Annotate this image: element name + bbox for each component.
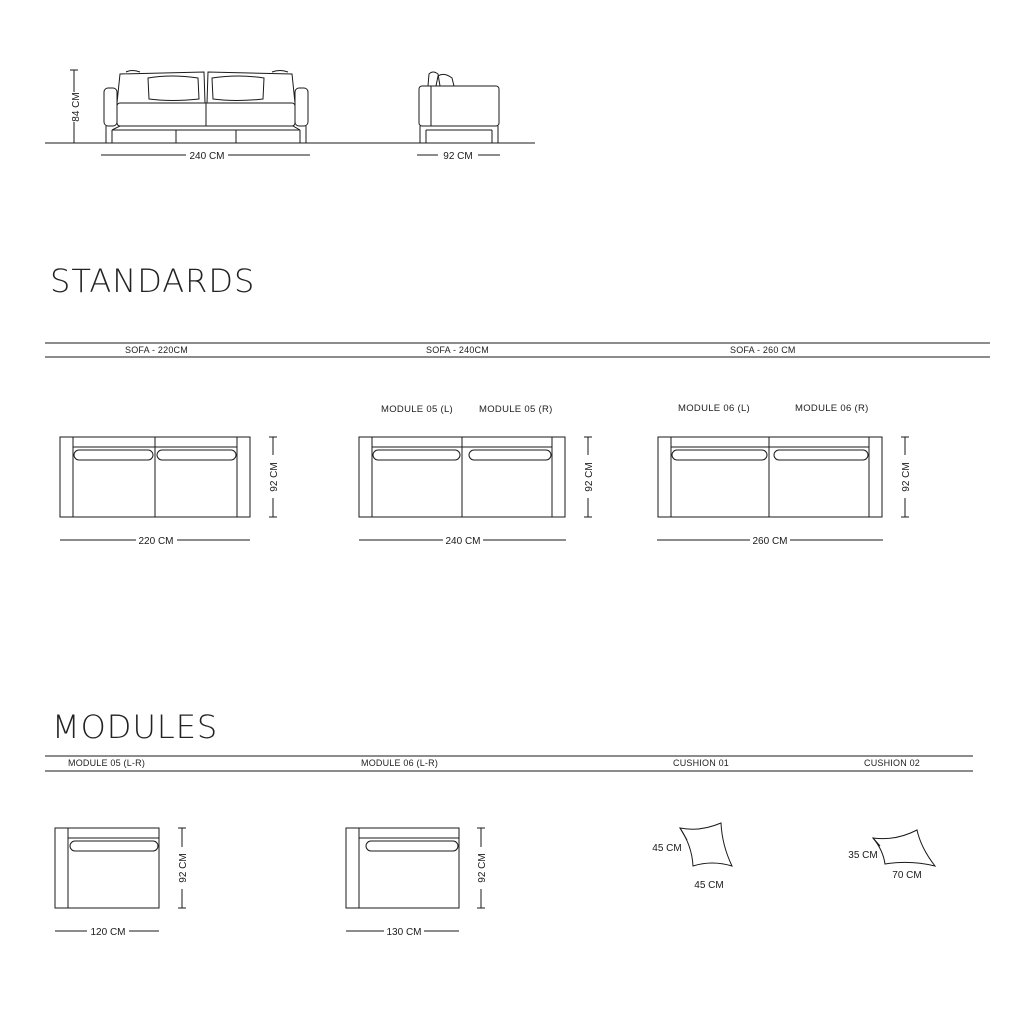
column-header-sofa-220: SOFA - 220CM <box>125 345 188 355</box>
cushion-02-drawing <box>873 830 935 866</box>
height-dimension-label: 84 CM <box>71 92 82 122</box>
column-header-sofa-260: SOFA - 260 CM <box>730 345 796 355</box>
modules-separator <box>45 756 973 771</box>
module-label-05-right: MODULE 05 (R) <box>479 404 553 415</box>
module-label-06-left: MODULE 06 (L) <box>678 403 751 414</box>
standards-separator <box>45 343 990 357</box>
front-elevation-drawing <box>45 71 535 144</box>
sofa-240-depth-label: 92 CM <box>584 462 595 492</box>
column-header-module-06: MODULE 06 (L-R) <box>361 758 439 768</box>
side-elevation-drawing <box>419 72 499 143</box>
sofa-260-plan <box>658 437 882 517</box>
cushion-01-width-label: 45 CM <box>694 880 724 891</box>
module-05-depth-label: 92 CM <box>178 853 189 883</box>
module-06-width-label: 130 CM <box>386 927 422 938</box>
cushion-01-drawing <box>680 823 732 866</box>
column-header-module-05: MODULE 05 (L-R) <box>68 758 146 768</box>
sofa-260-depth-label: 92 CM <box>901 462 912 492</box>
module-label-06-right: MODULE 06 (R) <box>795 403 869 414</box>
column-header-cushion-01: CUSHION 01 <box>673 758 730 768</box>
sofa-220-plan <box>60 437 250 517</box>
sofa-260-width-label: 260 CM <box>752 536 788 547</box>
sofa-240-plan <box>359 437 565 517</box>
module-06-depth-label: 92 CM <box>477 853 488 883</box>
sofa-240-width-label: 240 CM <box>445 536 481 547</box>
front-width-label: 240 CM <box>189 151 225 162</box>
module-05-width-label: 120 CM <box>90 927 126 938</box>
module-06-plan <box>346 828 459 908</box>
side-depth-label: 92 CM <box>443 151 473 162</box>
module-05-plan <box>55 828 159 908</box>
column-header-cushion-02: CUSHION 02 <box>864 758 921 768</box>
cushion-02-width-label: 70 CM <box>892 870 922 881</box>
modules-heading: MODULES <box>52 708 219 746</box>
sofa-220-depth-label: 92 CM <box>269 462 280 492</box>
column-header-sofa-240: SOFA - 240CM <box>426 345 489 355</box>
cushion-02-height-label: 35 CM <box>848 850 878 861</box>
module-label-05-left: MODULE 05 (L) <box>381 404 454 415</box>
standards-heading: STANDARDS <box>50 262 256 300</box>
sofa-220-width-label: 220 CM <box>138 536 174 547</box>
cushion-01-height-label: 45 CM <box>652 843 682 854</box>
